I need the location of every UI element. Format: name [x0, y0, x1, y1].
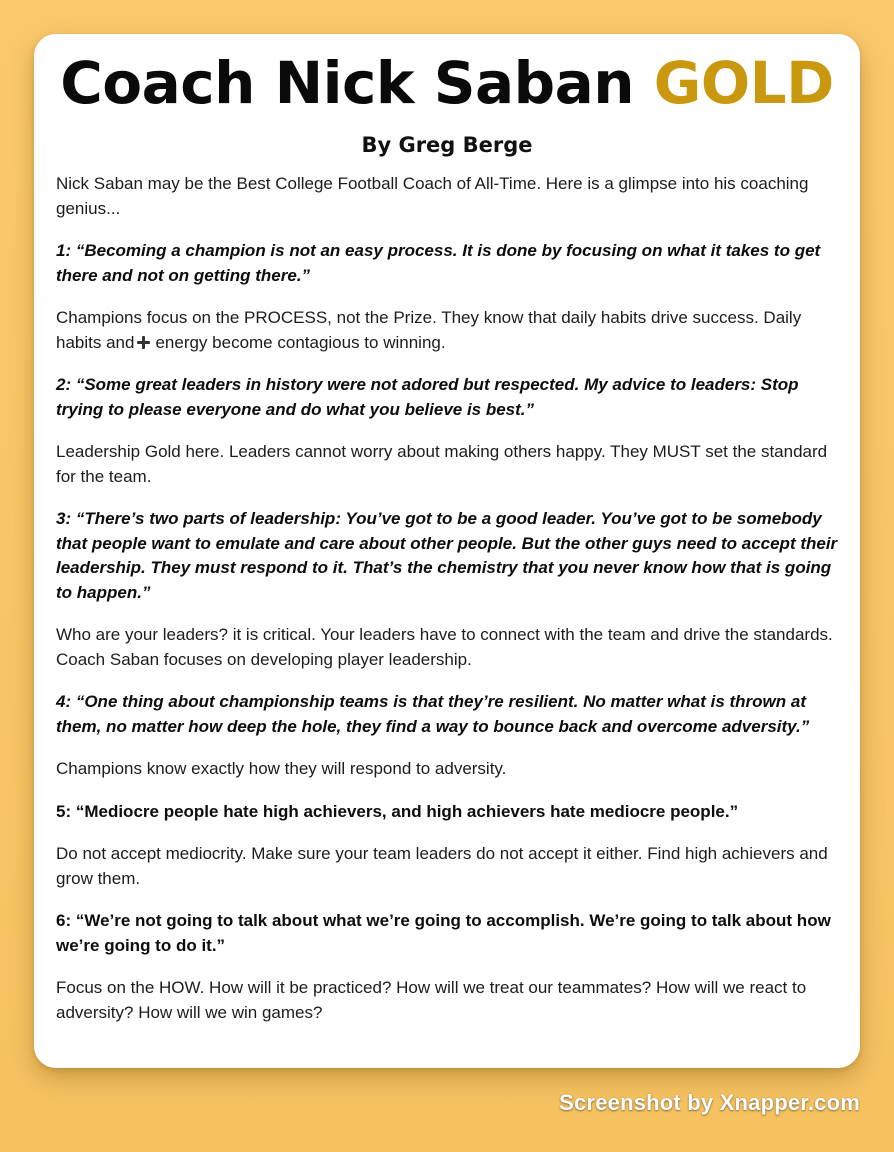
lesson-commentary-1-text: Champions focus on the PROCESS, not the Prize. They know that daily habits drive success. Daily habits and [56, 308, 802, 352]
title-main: Coach Nick Saban [60, 49, 635, 117]
lesson-commentary-4: Champions know exactly how they will respond to adversity. [56, 759, 507, 778]
lesson-quote-5: 5: “Mediocre people hate high achievers, and high achievers hate mediocre people.” [56, 801, 739, 821]
lesson-commentary-6: Focus on the HOW. How will it be practiced? How will we treat our teammates? How will we react to adversity? How will we win games? [56, 978, 807, 1022]
byline: By Greg Berge [361, 133, 533, 157]
intro-paragraph: Nick Saban may be the Best College Football Coach of All-Time. Here is a glimpse into his coaching genius... [56, 174, 809, 218]
title-accent: GOLD [653, 49, 834, 117]
watermark: Screenshot by Xnapper.com [559, 1090, 860, 1115]
lesson-commentary-2: Leadership Gold here. Leaders cannot worry about making others happy. They MUST set the standard for the team. [56, 442, 828, 486]
article-body [56, 172, 838, 1025]
lesson-commentary-1-tail: energy become contagious to winning. [155, 332, 446, 352]
lesson-quote-4: 4: “One thing about championship teams is that they’re resilient. No matter what is thrown at them, no matter how deep the hole, they find a way to bounce back and overcome adversity.” [56, 692, 810, 736]
lesson-quote-3: 3: “There’s two parts of leadership: You’ve got to be a good leader. You’ve got to be somebody that people want to emulate and care about other people. But the other guys need to accept their leadership. They must respond to it. That’s the chemistry that you never know how that is going to happen.” [56, 509, 838, 602]
lesson-quote-6: 6: “We’re not going to talk about what we’re going to accomplish. We’re going to talk about how we’re going to do it.” [56, 911, 831, 955]
lesson-commentary-5: Do not accept mediocrity. Make sure your team leaders do not accept it either. Find high achievers and grow them. [56, 844, 828, 888]
lesson-commentary-3: Who are your leaders? it is critical. Your leaders have to connect with the team and drive the standards. Coach Saban focuses on developing player leadership. [56, 625, 833, 669]
lesson-commentary-1 [56, 306, 838, 355]
content-card [34, 34, 860, 1068]
lesson-quote-2: 2: “Some great leaders in history were not adored but respected. My advice to leaders: Stop trying to please everyone and do what you believe is best.” [56, 375, 799, 419]
page-title [56, 48, 838, 118]
plus-icon [137, 336, 150, 349]
lesson-quote-1: 1: “Becoming a champion is not an easy process. It is done by focusing on what it takes to get there and not on getting there.” [56, 241, 821, 285]
